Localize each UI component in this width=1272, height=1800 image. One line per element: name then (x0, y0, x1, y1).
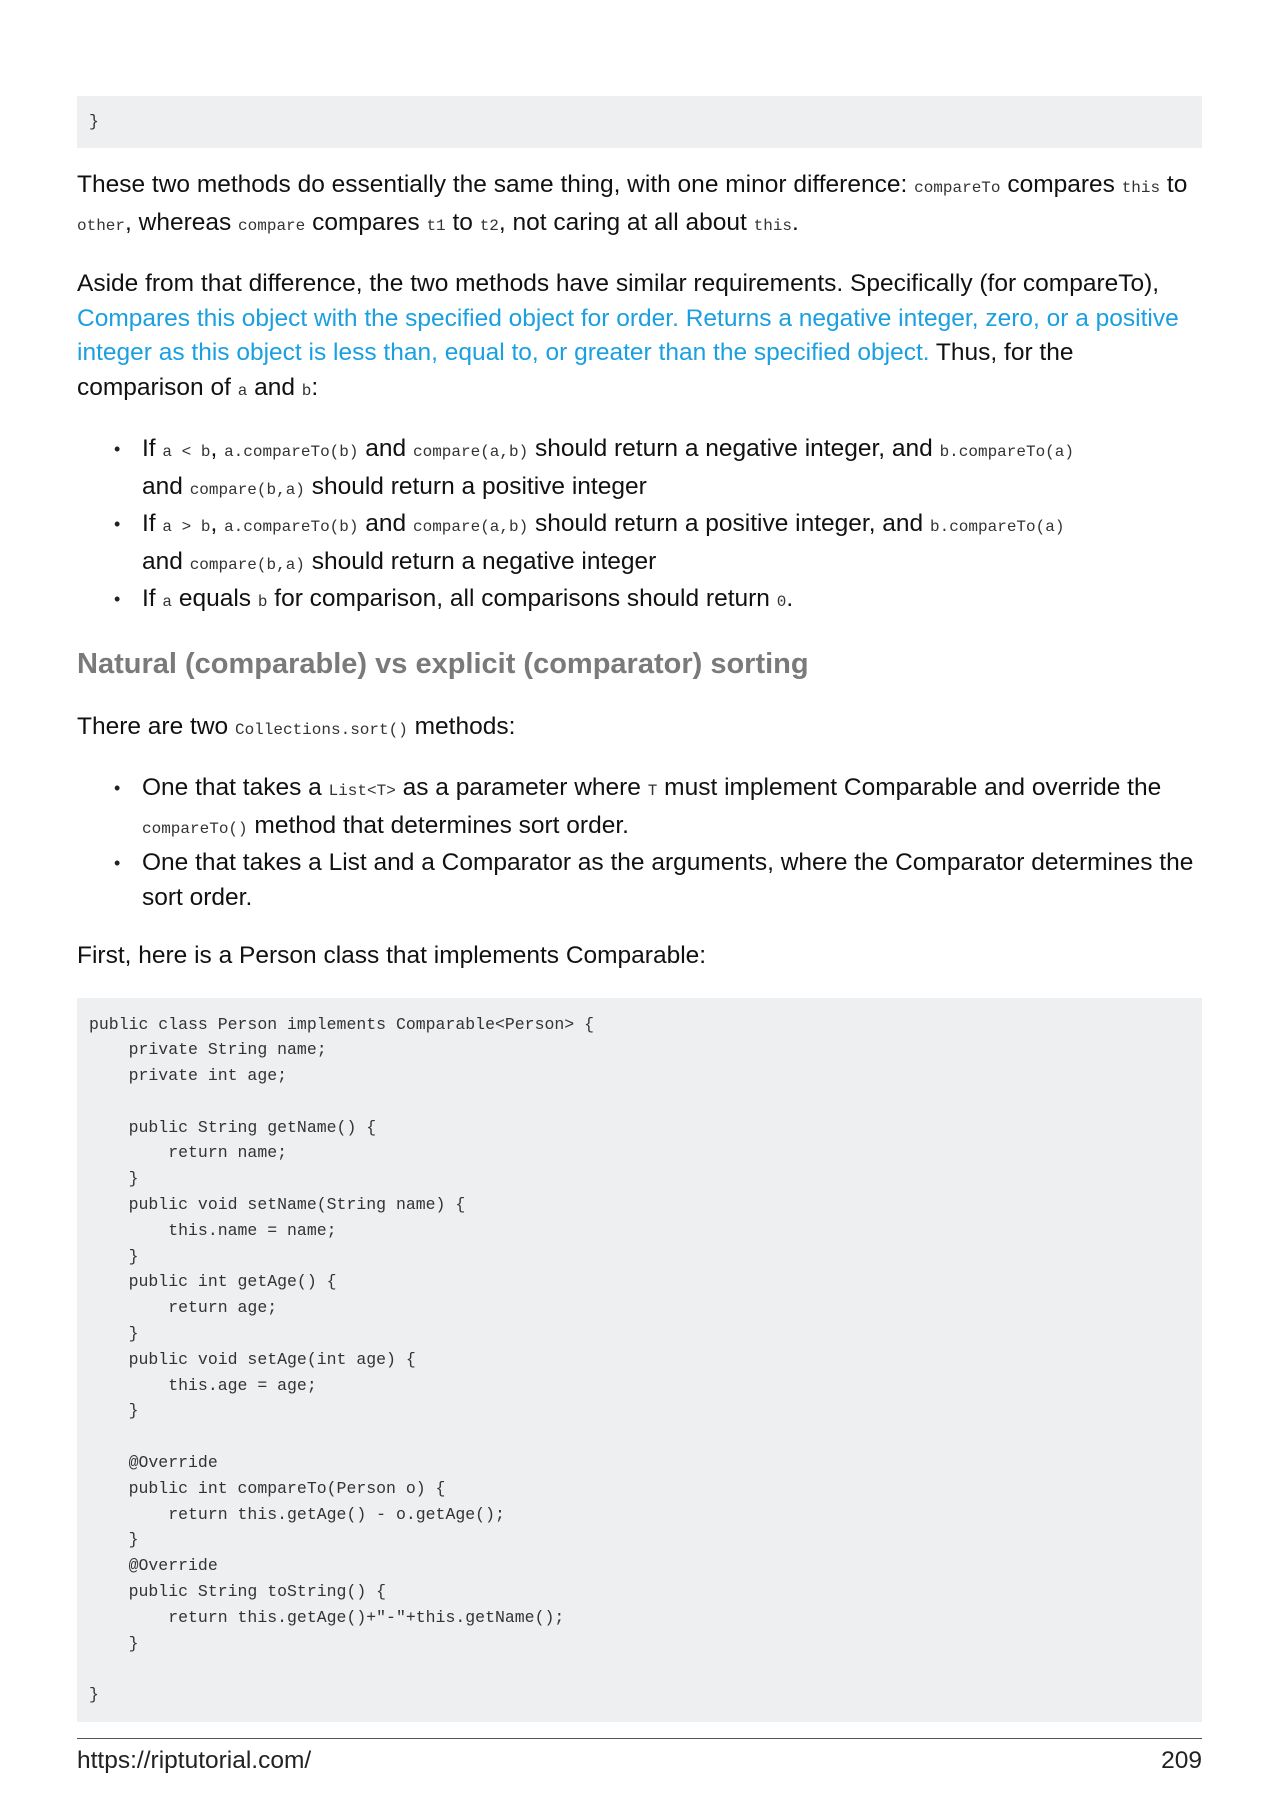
text: : (311, 373, 319, 401)
text: compares (305, 208, 427, 236)
inline-code: t2 (479, 216, 499, 235)
text: Aside from that difference, the two methods have similar requirements. Specifically (for compareTo), (77, 270, 1160, 297)
text: and (247, 373, 302, 401)
list-item: • One that takes a List<T> as a parameter where T must implement Comparable and override the compareTo() method that determines sort order. (142, 771, 1202, 846)
text: , not caring at all about (498, 208, 754, 236)
paragraph-two-sort-methods: There are two Collections.sort() methods: (77, 712, 516, 740)
inline-code: b (301, 381, 312, 400)
inline-code: other (77, 216, 126, 235)
text: to (1160, 171, 1188, 198)
comparison-rules-list (77, 432, 1202, 620)
inline-code: compare (238, 216, 306, 235)
code-block-person-class: public class Person implements Comparable<Person> { private String name; private int age; public String getName() { return name; } public void setName(String name) { this.name = name; } public int getAge() { return age; } public void setAge(int age) { this.age = age; } @Override public int compareTo(Person o) { return this.getAge() - o.getAge(); } @Override public String toString() { return this.getAge()+"-"+this.getName(); } } (77, 998, 1202, 1723)
text: . (792, 208, 799, 236)
paragraph-requirements (77, 267, 1202, 408)
list-item: • One that takes a List and a Comparator as the arguments, where the Comparator determines the sort order. (142, 846, 1202, 915)
text: , whereas (125, 208, 239, 236)
paragraph-methods-difference (77, 168, 1202, 243)
inline-code: compareTo (914, 179, 1001, 197)
javadoc-quote-link[interactable]: Compares this object with the specified object for order. Returns a negative integer, zero, or a positive integer as this object is less than, equal to, or greater than the specified object. (77, 304, 1179, 366)
footer-url-link[interactable]: https://riptutorial.com/ (77, 1747, 312, 1774)
paragraph-person-intro: First, here is a Person class that implements Comparable: (77, 942, 707, 969)
text: These two methods do essentially the same thing, with one minor difference: (77, 171, 915, 198)
sort-methods-list (77, 771, 1202, 915)
list-item: • If a > b, a.compareTo(b) and compare(a,b) should return a positive integer, and b.compareTo(a) and compare(b,a) should return a negative integer (142, 507, 1202, 582)
page-number: 209 (1161, 1747, 1202, 1774)
text: Thus, for the comparison of (77, 339, 1074, 401)
text: to (445, 208, 480, 236)
section-heading: Natural (comparable) vs explicit (comparator) sorting (77, 647, 809, 680)
inline-code: a (237, 381, 248, 400)
inline-code: this (753, 216, 793, 235)
list-item: • If a equals b for comparison, all comparisons should return 0. (142, 582, 1202, 620)
text: compares (1000, 171, 1122, 198)
inline-code: this (1121, 179, 1161, 197)
code-block-top: } (77, 96, 1202, 148)
page-footer (77, 1738, 1202, 1774)
page-content (77, 96, 1202, 1722)
inline-code: t1 (426, 216, 446, 235)
list-item: • If a < b, a.compareTo(b) and compare(a,b) should return a negative integer, and b.compareTo(a) and compare(b,a) should return a positive integer (142, 432, 1202, 507)
